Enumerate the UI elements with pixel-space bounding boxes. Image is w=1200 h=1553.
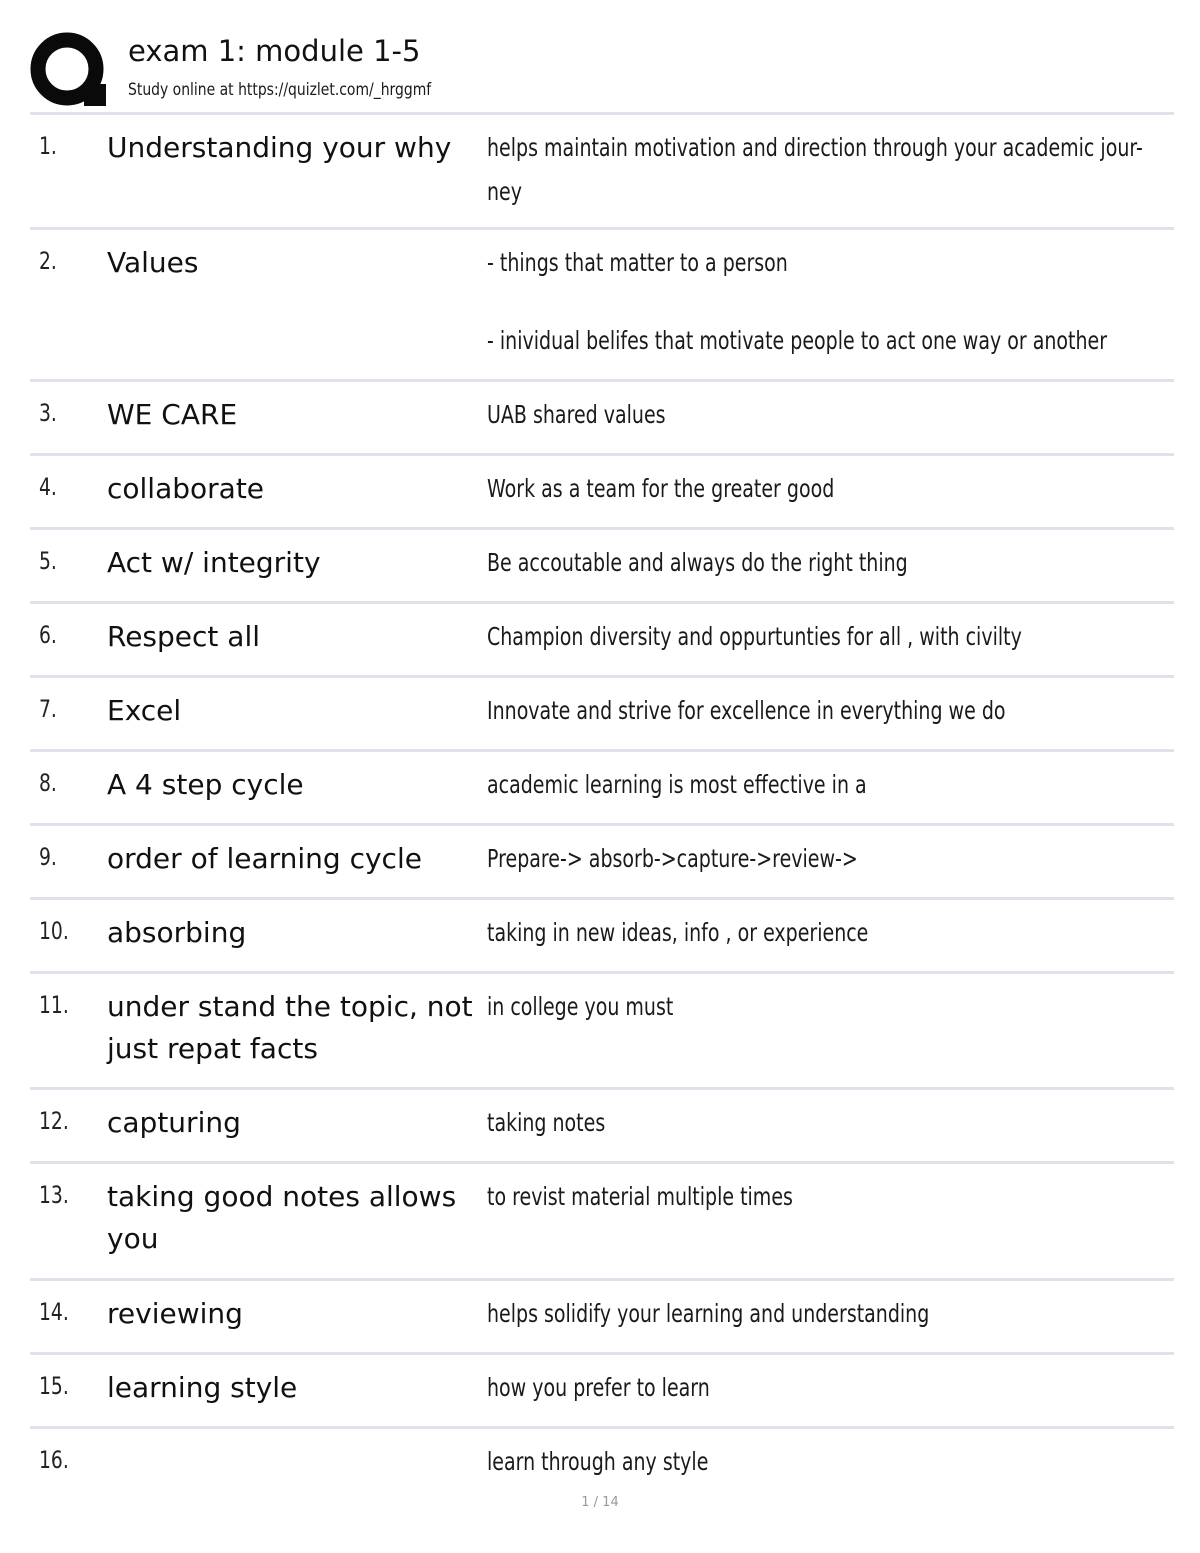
table-row [30,1355,1174,1429]
card-number: 15. [39,1372,69,1400]
card-number: 7. [39,695,57,723]
card-definition [487,393,1177,437]
table-row [30,456,1174,530]
table-row [30,530,1174,604]
definition-line: taking in new ideas, info , or experience [487,918,869,947]
card-definition [487,541,1177,585]
card-term: Act w/ integrity [107,546,321,579]
card-number: 16. [39,1446,69,1474]
definition-line: Be accoutable and always do the right thing [487,548,908,577]
flashcard-list [30,115,1174,1503]
card-definition [487,1440,1177,1484]
page-number: 1 / 14 [581,1495,619,1510]
card-term: capturing [107,1106,241,1139]
card-definition [487,1101,1177,1145]
card-definition [487,911,1177,955]
card-definition [487,1292,1177,1336]
card-number: 6. [39,621,57,649]
card-number: 3. [39,399,57,427]
table-row [30,1429,1174,1503]
card-definition [487,1175,1177,1219]
card-definition [487,1366,1177,1410]
definition-line: in college you must [487,992,674,1021]
definition-line: helps maintain motivation and direction through your academic jour- [487,133,1143,162]
definition-line: Work as a team for the greater good [487,474,835,503]
table-row [30,752,1174,826]
card-term: Values [107,246,199,279]
table-row [30,230,1174,382]
page-header [30,30,1174,112]
study-link-text: Study online at https://quizlet.com/_hrggmf [128,80,432,100]
card-definition [487,467,1177,511]
card-number: 10. [39,917,69,945]
table-row [30,115,1174,230]
table-row [30,604,1174,678]
definition-line: - things that matter to a person [487,248,788,277]
definition-line [487,285,1011,319]
card-number: 12. [39,1107,69,1135]
table-row [30,678,1174,752]
table-row [30,974,1174,1090]
card-term: absorbing [107,916,247,949]
definition-line: helps solidify your learning and understanding [487,1299,930,1328]
definition-line: to revist material multiple times [487,1182,793,1211]
card-definition [487,126,1177,214]
card-definition [487,615,1177,659]
table-row [30,1281,1174,1355]
card-term: WE CARE [107,398,238,431]
card-number: 4. [39,473,57,501]
card-term: collaborate [107,472,265,505]
card-number: 14. [39,1298,69,1326]
page-title: exam 1: module 1-5 [128,34,421,68]
card-definition [487,763,1177,807]
card-definition [487,241,1177,363]
table-row [30,826,1174,900]
definition-line: UAB shared values [487,400,666,429]
table-row [30,1164,1174,1281]
card-definition [487,689,1177,733]
card-number: 2. [39,247,57,275]
card-term: order of learning cycle [107,842,422,875]
table-row [30,900,1174,974]
card-term: under stand the topic, not just repat facts [107,990,473,1065]
definition-line: taking notes [487,1108,606,1137]
definition-line: learn through any style [487,1447,709,1476]
card-number: 8. [39,769,57,797]
card-number: 11. [39,991,69,1019]
definition-line: Champion diversity and oppurtunties for all , with civilty [487,622,1022,651]
card-term: Respect all [107,620,261,653]
definition-line: academic learning is most effective in a [487,770,867,799]
card-number: 9. [39,843,57,871]
card-number: 13. [39,1181,69,1209]
definition-line: Prepare-> absorb->capture->review-> [487,844,858,873]
card-definition [487,837,1177,881]
definition-line: how you prefer to learn [487,1373,710,1402]
table-row [30,382,1174,456]
card-definition [487,985,1177,1029]
card-term: A 4 step cycle [107,768,304,801]
card-term: Excel [107,694,182,727]
table-row [30,1090,1174,1164]
card-term: Understanding your why [107,131,452,164]
quizlet-logo-icon [30,32,108,110]
definition-line: - inividual belifes that motivate people to act one way or another [487,326,1108,355]
definition-line: ney [487,177,522,206]
card-term: learning style [107,1371,298,1404]
definition-line: Innovate and strive for excellence in everything we do [487,696,1006,725]
card-term: reviewing [107,1297,243,1330]
card-term: taking good notes allows you [107,1180,457,1255]
card-number: 5. [39,547,57,575]
card-number: 1. [39,132,57,160]
